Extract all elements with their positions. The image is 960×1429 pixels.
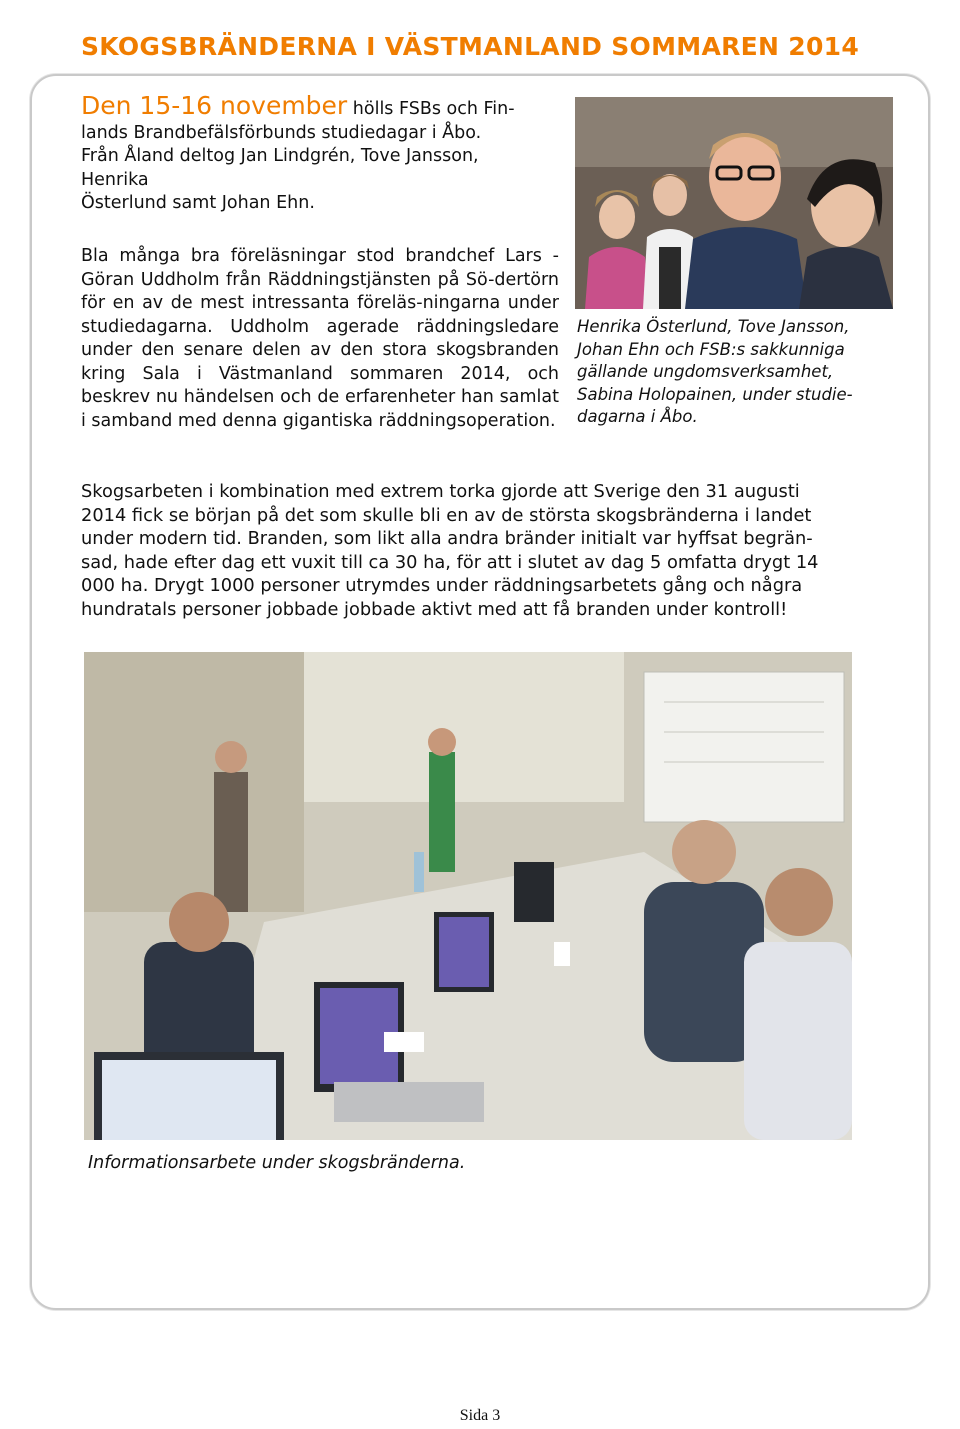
caption-line: Henrika Österlund, Tove Jansson, xyxy=(577,317,850,336)
paragraph-line: 000 ha. Drygt 1000 personer utrymdes under räddningsarbetets gång och några xyxy=(81,575,803,596)
intro-line-3: Från Åland deltog Jan Lindgrén, Tove Jansson, xyxy=(81,146,479,166)
page-title: SKOGSBRÄNDERNA I VÄSTMANLAND SOMMAREN 2014 xyxy=(81,32,860,61)
caption-line: gällande ungdomsverksamhet, xyxy=(577,362,834,381)
intro-line-5: Österlund samt Johan Ehn. xyxy=(81,193,315,213)
intro-line-2: lands Brandbefälsförbunds studiedagar i Åbo. xyxy=(81,122,482,143)
intro-lead: Den 15-16 november xyxy=(81,91,348,120)
meeting-photo-caption: Informationsarbete under skogsbränderna. xyxy=(88,1153,466,1173)
caption-line: Johan Ehn och FSB:s sakkunniga xyxy=(577,339,845,359)
group-photo-image xyxy=(575,97,893,309)
meeting-photo-image xyxy=(84,652,852,1140)
article-paragraph-3 xyxy=(81,480,897,621)
paragraph-line: Skogsarbeten i kombination med extrem torka gjorde att Sverige den 31 augusti xyxy=(81,481,800,502)
caption-line: Sabina Holopainen, under studie- xyxy=(577,384,853,404)
caption-line: dagarna i Åbo. xyxy=(577,407,698,426)
article-paragraph-2: Bla många bra föreläsningar stod brandchef Lars -Göran Uddholm från Räddningstjänsten på Sö-dertörn för en av de mest intressanta föreläs-ningarna under studiedagarna. Uddholm agerade räddningsledare under den senare delen av den stora skogsbranden kring Sala i Västmanland sommaren 2014, och beskrev nu händelsen och de erfarenheter han samlat i samband med denna gigantiska räddningsoperation. xyxy=(81,246,559,431)
paragraph-line: under modern tid. Branden, som likt alla andra bränder initialt var hyffsat begrän- xyxy=(81,528,813,549)
group-photo-caption xyxy=(577,316,897,429)
paragraph-line: sad, hade efter dag ett vuxit till ca 30 ha, för att i slutet av dag 5 omfatta drygt 14 xyxy=(81,551,819,573)
paragraph-line: hundratals personer jobbade jobbade aktivt med att få branden under kontroll! xyxy=(81,598,788,620)
page-number: Sida 3 xyxy=(459,1407,501,1424)
group-photo xyxy=(575,97,893,309)
intro-line-1: hölls FSBs och Fin- xyxy=(347,99,515,119)
intro-paragraph xyxy=(81,91,561,216)
intro-line-4: Henrika xyxy=(81,169,149,190)
paragraph-line: 2014 fick se början på det som skulle bli en av de största skogsbränderna i landet xyxy=(81,504,812,526)
meeting-photo xyxy=(84,652,852,1140)
